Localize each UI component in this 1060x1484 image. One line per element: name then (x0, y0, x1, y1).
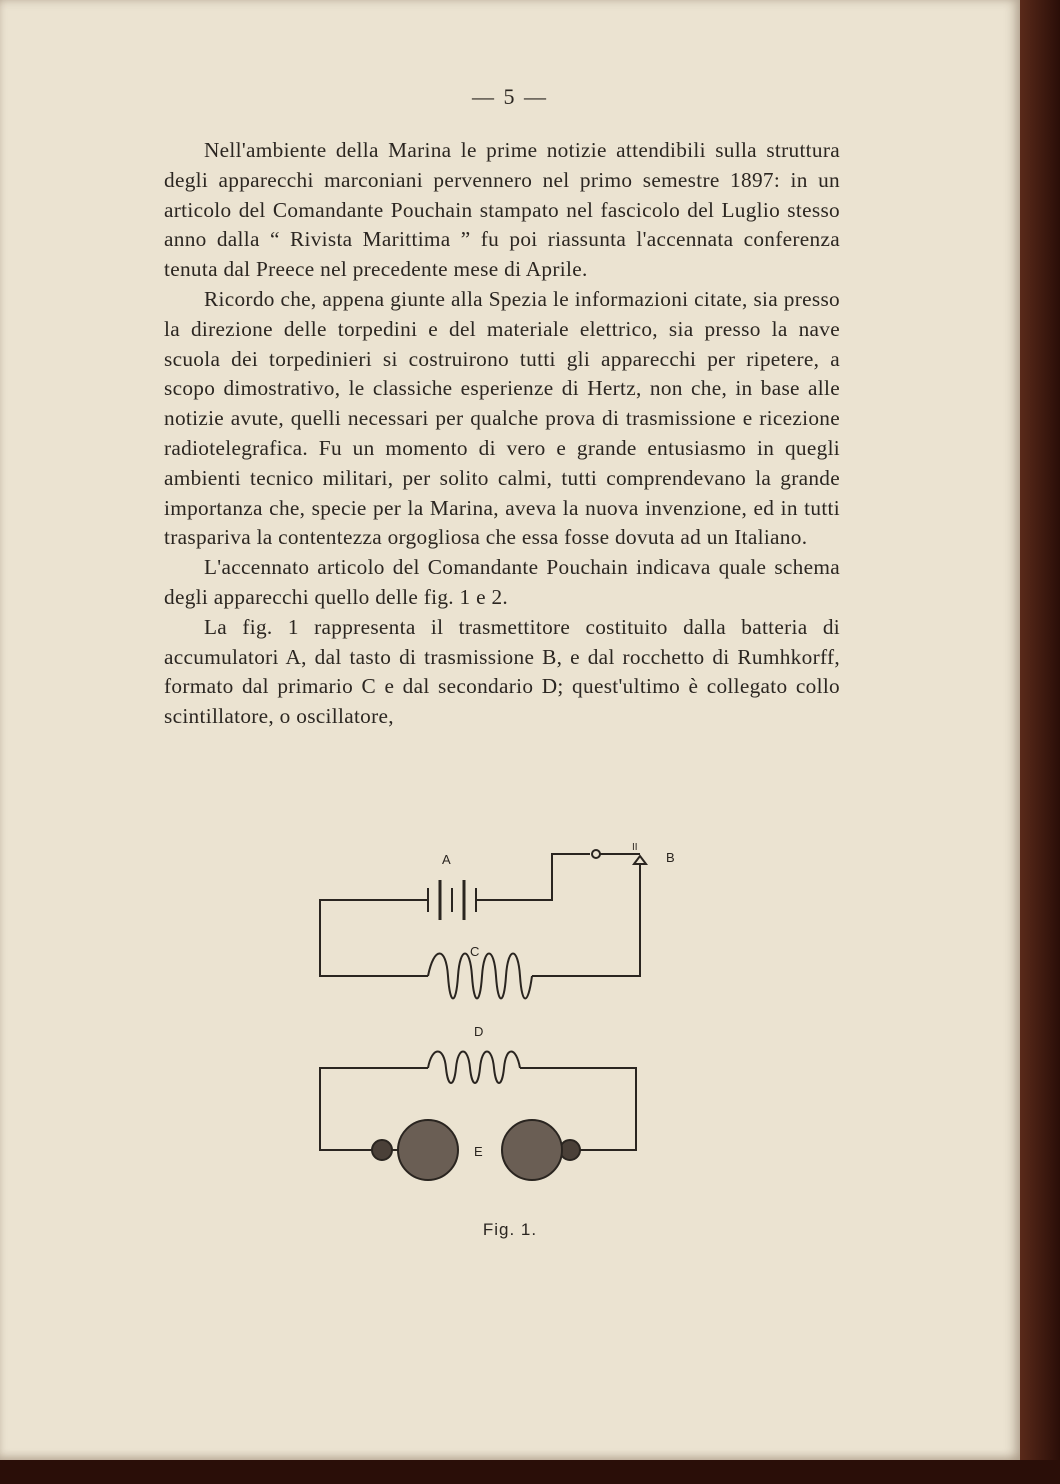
oscillator-large-ball-right (502, 1120, 562, 1180)
book-edge (1020, 0, 1060, 1484)
primary-coil-c (428, 954, 532, 999)
paragraph: L'accennato articolo del Comandante Pouchain indicava quale schema degli apparecchi quello delle fig. 1 e 2. (164, 555, 840, 609)
label-e: E (474, 1144, 483, 1159)
primary-wire-left (320, 900, 428, 976)
transmitter-diagram (300, 836, 700, 1196)
circuit-schematic (300, 836, 700, 1196)
secondary-coil-d (428, 1052, 520, 1084)
oscillator-small-ball-left (372, 1140, 392, 1160)
paragraph: La fig. 1 rappresenta il trasmettitore costituito dalla batteria di accumulatori A, dal tasto di trasmissione B, e dal rocchetto di Rumhkorff, formato dal primario C e dal secondario D; quest'ultimo è collegato collo scintillatore, o oscillatore, (164, 614, 840, 729)
label-a: A (442, 852, 451, 867)
label-d: D (474, 1024, 484, 1039)
label-b: B (666, 850, 675, 865)
key-pivot (592, 850, 600, 858)
paragraph: Nell'ambiente della Marina le prime notizie attendibili sulla struttura degli apparecchi marconiani pervennero nel primo semestre 1897: in un articolo del Comandante Pouchain stampato nel fascicolo del Luglio stesso anno dalla “ Rivista Marittima ” fu poi riassunta l'accennata conferenza tenuta dal Preece nel precedente mese di Aprile. (164, 138, 840, 282)
paragraph: Ricordo che, appena giunte alla Spezia le informazioni citate, sia presso la direzione delle torpedini e del materiale elettrico, sia presso la nave scuola dei torpedinieri si costruirono tutti gli apparecchi per ripetere, a scopo dimostrativo, le classiche esperienze di Hertz, non che, in base alle notizie avute, quelli necessari per qualche prova di trasmissione e ricezione radiotelegrafica. Fu un momento di vero e grande entusiasmo in quegli ambienti tecnico militari, per solito calmi, tutti comprendevano la grande importanza che, specie per la Marina, aveva la nuova invenzione, ed in tutti traspariva la contentezza orgogliosa che essa fosse dovuta ad un Italiano. (164, 286, 840, 550)
book-bottom-edge (0, 1460, 1060, 1484)
body-text (164, 136, 840, 732)
figure-caption: Fig. 1. (482, 1220, 538, 1239)
oscillator-large-ball-left (398, 1120, 458, 1180)
key-contact (634, 856, 646, 864)
key-to-right-wire (532, 864, 640, 976)
battery-to-key-wire (476, 854, 590, 900)
page-number: — 5 — (472, 84, 548, 109)
label-c: C (470, 944, 480, 959)
label-key-mark: II (632, 842, 638, 853)
